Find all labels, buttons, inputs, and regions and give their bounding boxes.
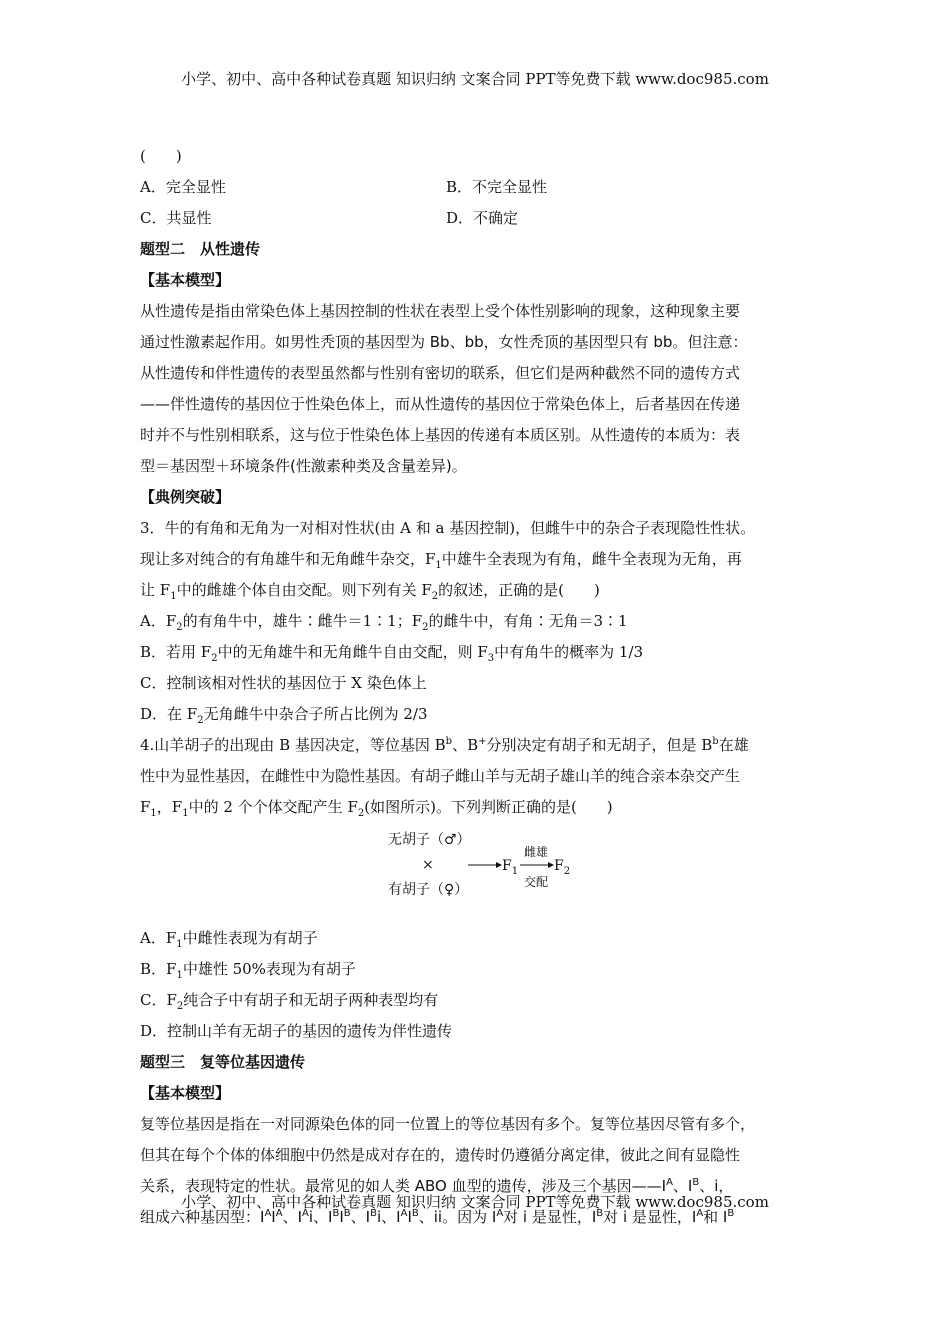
page-footer: 小学、初中、高中各种试卷真题 知识归纳 文案合同 PPT等免费下载 www.doc985.com bbox=[181, 1193, 769, 1211]
q4-option-a: A．$F_1$中雌性表现为有胡子 bbox=[140, 929, 318, 950]
basic-model-tag: 【基本模型】 bbox=[140, 271, 231, 289]
q4-option-d: D．控制山羊有无胡子的基因的遗传为伴性遗传 bbox=[140, 1022, 453, 1040]
diagram-f1: $F_1$ bbox=[502, 858, 519, 877]
q4-option-c: C．$F_2$纯合子中有胡子和无胡子两种表型均有 bbox=[140, 991, 439, 1012]
option-a: A．完全显性 bbox=[140, 178, 226, 196]
q4-stem-line1: 4.山羊胡子的出现由 B 基因决定，等位基因 $B^b$、B+分别决定有胡子和无胡子，但是 $B^b$在雄 bbox=[140, 736, 749, 754]
diagram-label-above: 雌雄 bbox=[524, 845, 549, 859]
model-line: 型＝基因型＋环境条件(性激素种类及含量差异)。 bbox=[140, 457, 467, 475]
section-title-type3: 题型三 复等位基因遗传 bbox=[140, 1053, 306, 1071]
q3-option-b: B．若用 $F_2$中的无角雄牛和无角雌牛自由交配，则 $F_3$中有角牛的概率为 1/3 bbox=[140, 643, 644, 664]
model-line: 从性遗传是指由常染色体上基因控制的性状在表型上受个体性别影响的现象，这种现象主要 bbox=[140, 302, 741, 320]
model-line: 通过性激素起作用。如男性秃顶的基因型为 Bb、bb，女性秃顶的基因型只有 bb。但注意： bbox=[140, 333, 748, 351]
q4-option-b: B．$F_1$中雄性 50%表现为有胡子 bbox=[140, 960, 356, 981]
model-line: 从性遗传和伴性遗传的表型虽然都与性别有密切的联系，但它们是两种截然不同的遗传方式 bbox=[140, 364, 741, 382]
model-line: 但其在每个个体的体细胞中仍然是成对存在的，遗传时仍遵循分离定律，彼此之间有显隐性 bbox=[140, 1146, 741, 1164]
example-tag: 【典例突破】 bbox=[140, 488, 231, 506]
options-row-ab bbox=[140, 172, 820, 203]
question-paren: ( ) bbox=[140, 147, 182, 165]
arrow-icon bbox=[468, 861, 502, 869]
basic-model-text bbox=[140, 296, 820, 482]
diagram-cross-symbol: × bbox=[422, 857, 434, 873]
diagram-f2: $F_2$ bbox=[554, 858, 571, 877]
section-title-type2: 题型二 从性遗传 bbox=[140, 240, 261, 258]
basic-model-tag-3: 【基本模型】 bbox=[140, 1084, 231, 1102]
model-line: 组成六种基因型：$I^AI^A$、$I^Ai$、$I^BI^B$、$I^Bi$、$I^AI^B$、ii。因为 $I^A$对 i 是显性，$I^B$对 i 是显性，$I^A$和 $I^B$ bbox=[140, 1208, 735, 1226]
q3-option-c: C．控制该相对性状的基因位于 X 染色体上 bbox=[140, 674, 427, 692]
model-line: ——伴性遗传的基因位于性染色体上，而从性遗传的基因位于常染色体上，后者基因在传递 bbox=[140, 395, 741, 413]
q3-stem-line3: 让 $F_1$中的雌雄个体自由交配。则下列有关 $F_2$的叙述，正确的是( ) bbox=[140, 581, 600, 602]
options-row-cd bbox=[140, 203, 820, 234]
q3-stem-line1: 3．牛的有角和无角为一对相对性状(由 A 和 a 基因控制)，但雌牛中的杂合子表现隐性性状。 bbox=[140, 519, 756, 537]
option-d: D．不确定 bbox=[446, 209, 519, 227]
q4-stem-line2: 性中为显性基因，在雌性中为隐性基因。有胡子雌山羊与无胡子雄山羊的纯合亲本杂交产生 bbox=[140, 767, 741, 785]
model-line: 复等位基因是指在一对同源染色体的同一位置上的等位基因有多个。复等位基因尽管有多个， bbox=[140, 1115, 756, 1133]
model-line: 时并不与性别相联系，这与位于性染色体上基因的传递有本质区别。从性遗传的本质为：表 bbox=[140, 426, 741, 444]
page-header: 小学、初中、高中各种试卷真题 知识归纳 文案合同 PPT等免费下载 www.doc985.com bbox=[181, 70, 769, 88]
cross-diagram bbox=[140, 823, 820, 923]
option-b: B．不完全显性 bbox=[446, 178, 548, 196]
q3-option-d: D．在 $F_2$无角雌牛中杂合子所占比例为 2/3 bbox=[140, 705, 428, 726]
q4-stem-line3: $F_1$，$F_1$中的 2 个个体交配产生 $F_2$(如图所示)。下列判断正确的是( ) bbox=[140, 798, 613, 819]
model-line: 关系，表现特定的性状。最常见的如人类 ABO 血型的遗传，涉及三个基因$——I^A$、$I^B$、i， bbox=[140, 1177, 734, 1195]
document-body bbox=[140, 141, 820, 1233]
multiple-alleles-text bbox=[140, 1109, 820, 1233]
diagram-label-below: 交配 bbox=[524, 875, 549, 889]
q3-option-a: A．$F_2$的有角牛中，雄牛∶雌牛＝1∶1；$F_2$的雌牛中，有角∶无角＝3∶1 bbox=[140, 612, 628, 633]
diagram-female-parent: 有胡子（♀） bbox=[388, 882, 469, 898]
option-c: C．共显性 bbox=[140, 209, 212, 227]
diagram-male-parent: 无胡子（♂） bbox=[388, 832, 471, 848]
q3-stem-line2: 现让多对纯合的有角雄牛和无角雌牛杂交，$F_1$中雄牛全表现为有角，雌牛全表现为无角，再 bbox=[140, 550, 742, 571]
